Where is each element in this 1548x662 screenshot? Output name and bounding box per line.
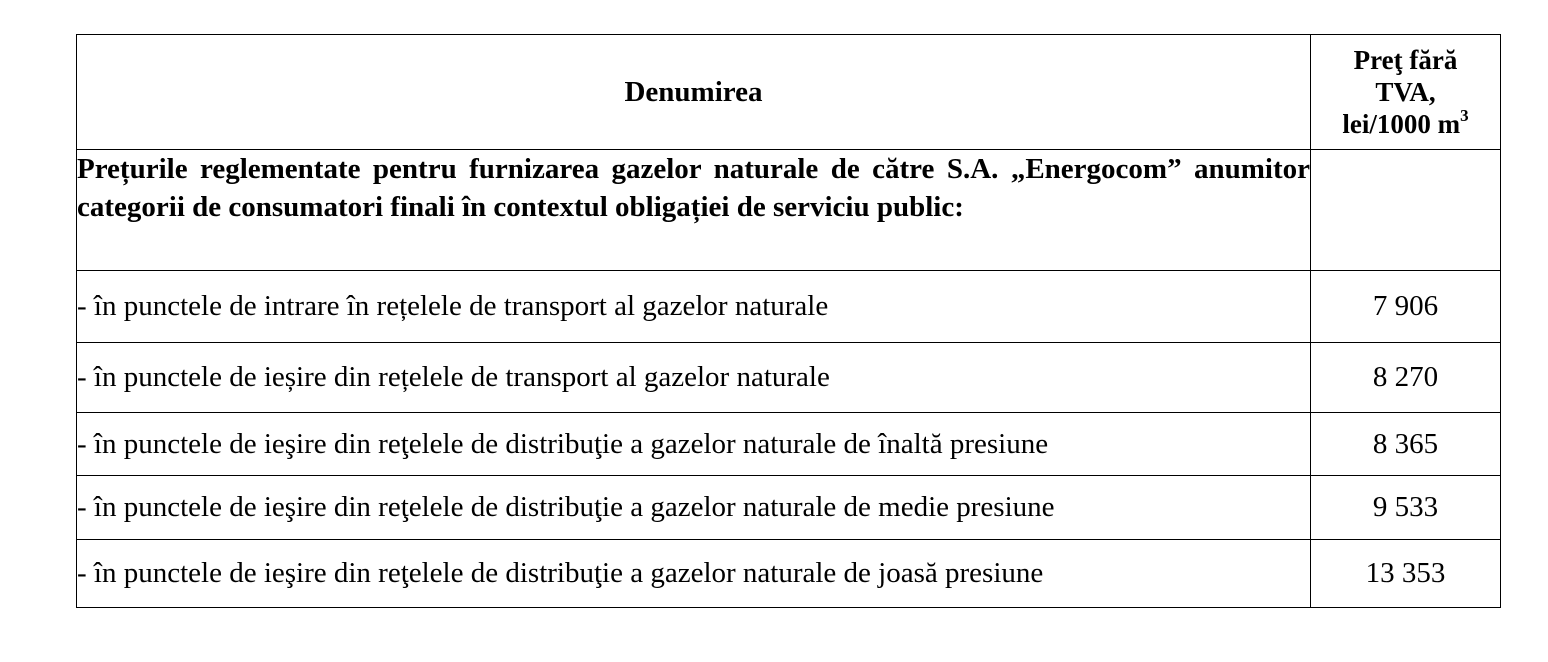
table-row — [77, 271, 1501, 343]
row-price: 13 353 — [1311, 540, 1501, 608]
table-row — [77, 413, 1501, 476]
header-price-unit-superscript: 3 — [1460, 106, 1469, 125]
row-name: - în punctele de intrare în rețelele de transport al gazelor naturale — [77, 271, 1311, 343]
section-price-cell — [1311, 150, 1501, 271]
header-price-line3: lei/1000 m — [1342, 109, 1461, 139]
row-name: - în punctele de ieşire din reţelele de distribuţie a gazelor naturale de înaltă presiune — [77, 413, 1311, 476]
header-name-column: Denumirea — [77, 35, 1311, 150]
header-price-line2: TVA, — [1375, 77, 1436, 107]
table-header-row — [77, 35, 1501, 150]
price-table — [76, 34, 1501, 608]
row-name: - în punctele de ieșire din rețelele de transport al gazelor naturale — [77, 343, 1311, 413]
row-price: 8 365 — [1311, 413, 1501, 476]
table-row — [77, 540, 1501, 608]
table-row — [77, 476, 1501, 540]
row-name: - în punctele de ieşire din reţelele de distribuţie a gazelor naturale de joasă presiune — [77, 540, 1311, 608]
table-row — [77, 343, 1501, 413]
section-title: Prețurile reglementate pentru furnizarea gazelor naturale de către S.A. „Energocom” anumitor categorii de consumatori finali în contextul obligației de serviciu public: — [77, 150, 1311, 271]
row-price: 8 270 — [1311, 343, 1501, 413]
row-price: 9 533 — [1311, 476, 1501, 540]
row-name: - în punctele de ieşire din reţelele de distribuţie a gazelor naturale de medie presiune — [77, 476, 1311, 540]
row-price: 7 906 — [1311, 271, 1501, 343]
header-price-column — [1311, 35, 1501, 150]
section-row — [77, 150, 1501, 271]
header-price-line1: Preţ fără — [1353, 45, 1458, 75]
